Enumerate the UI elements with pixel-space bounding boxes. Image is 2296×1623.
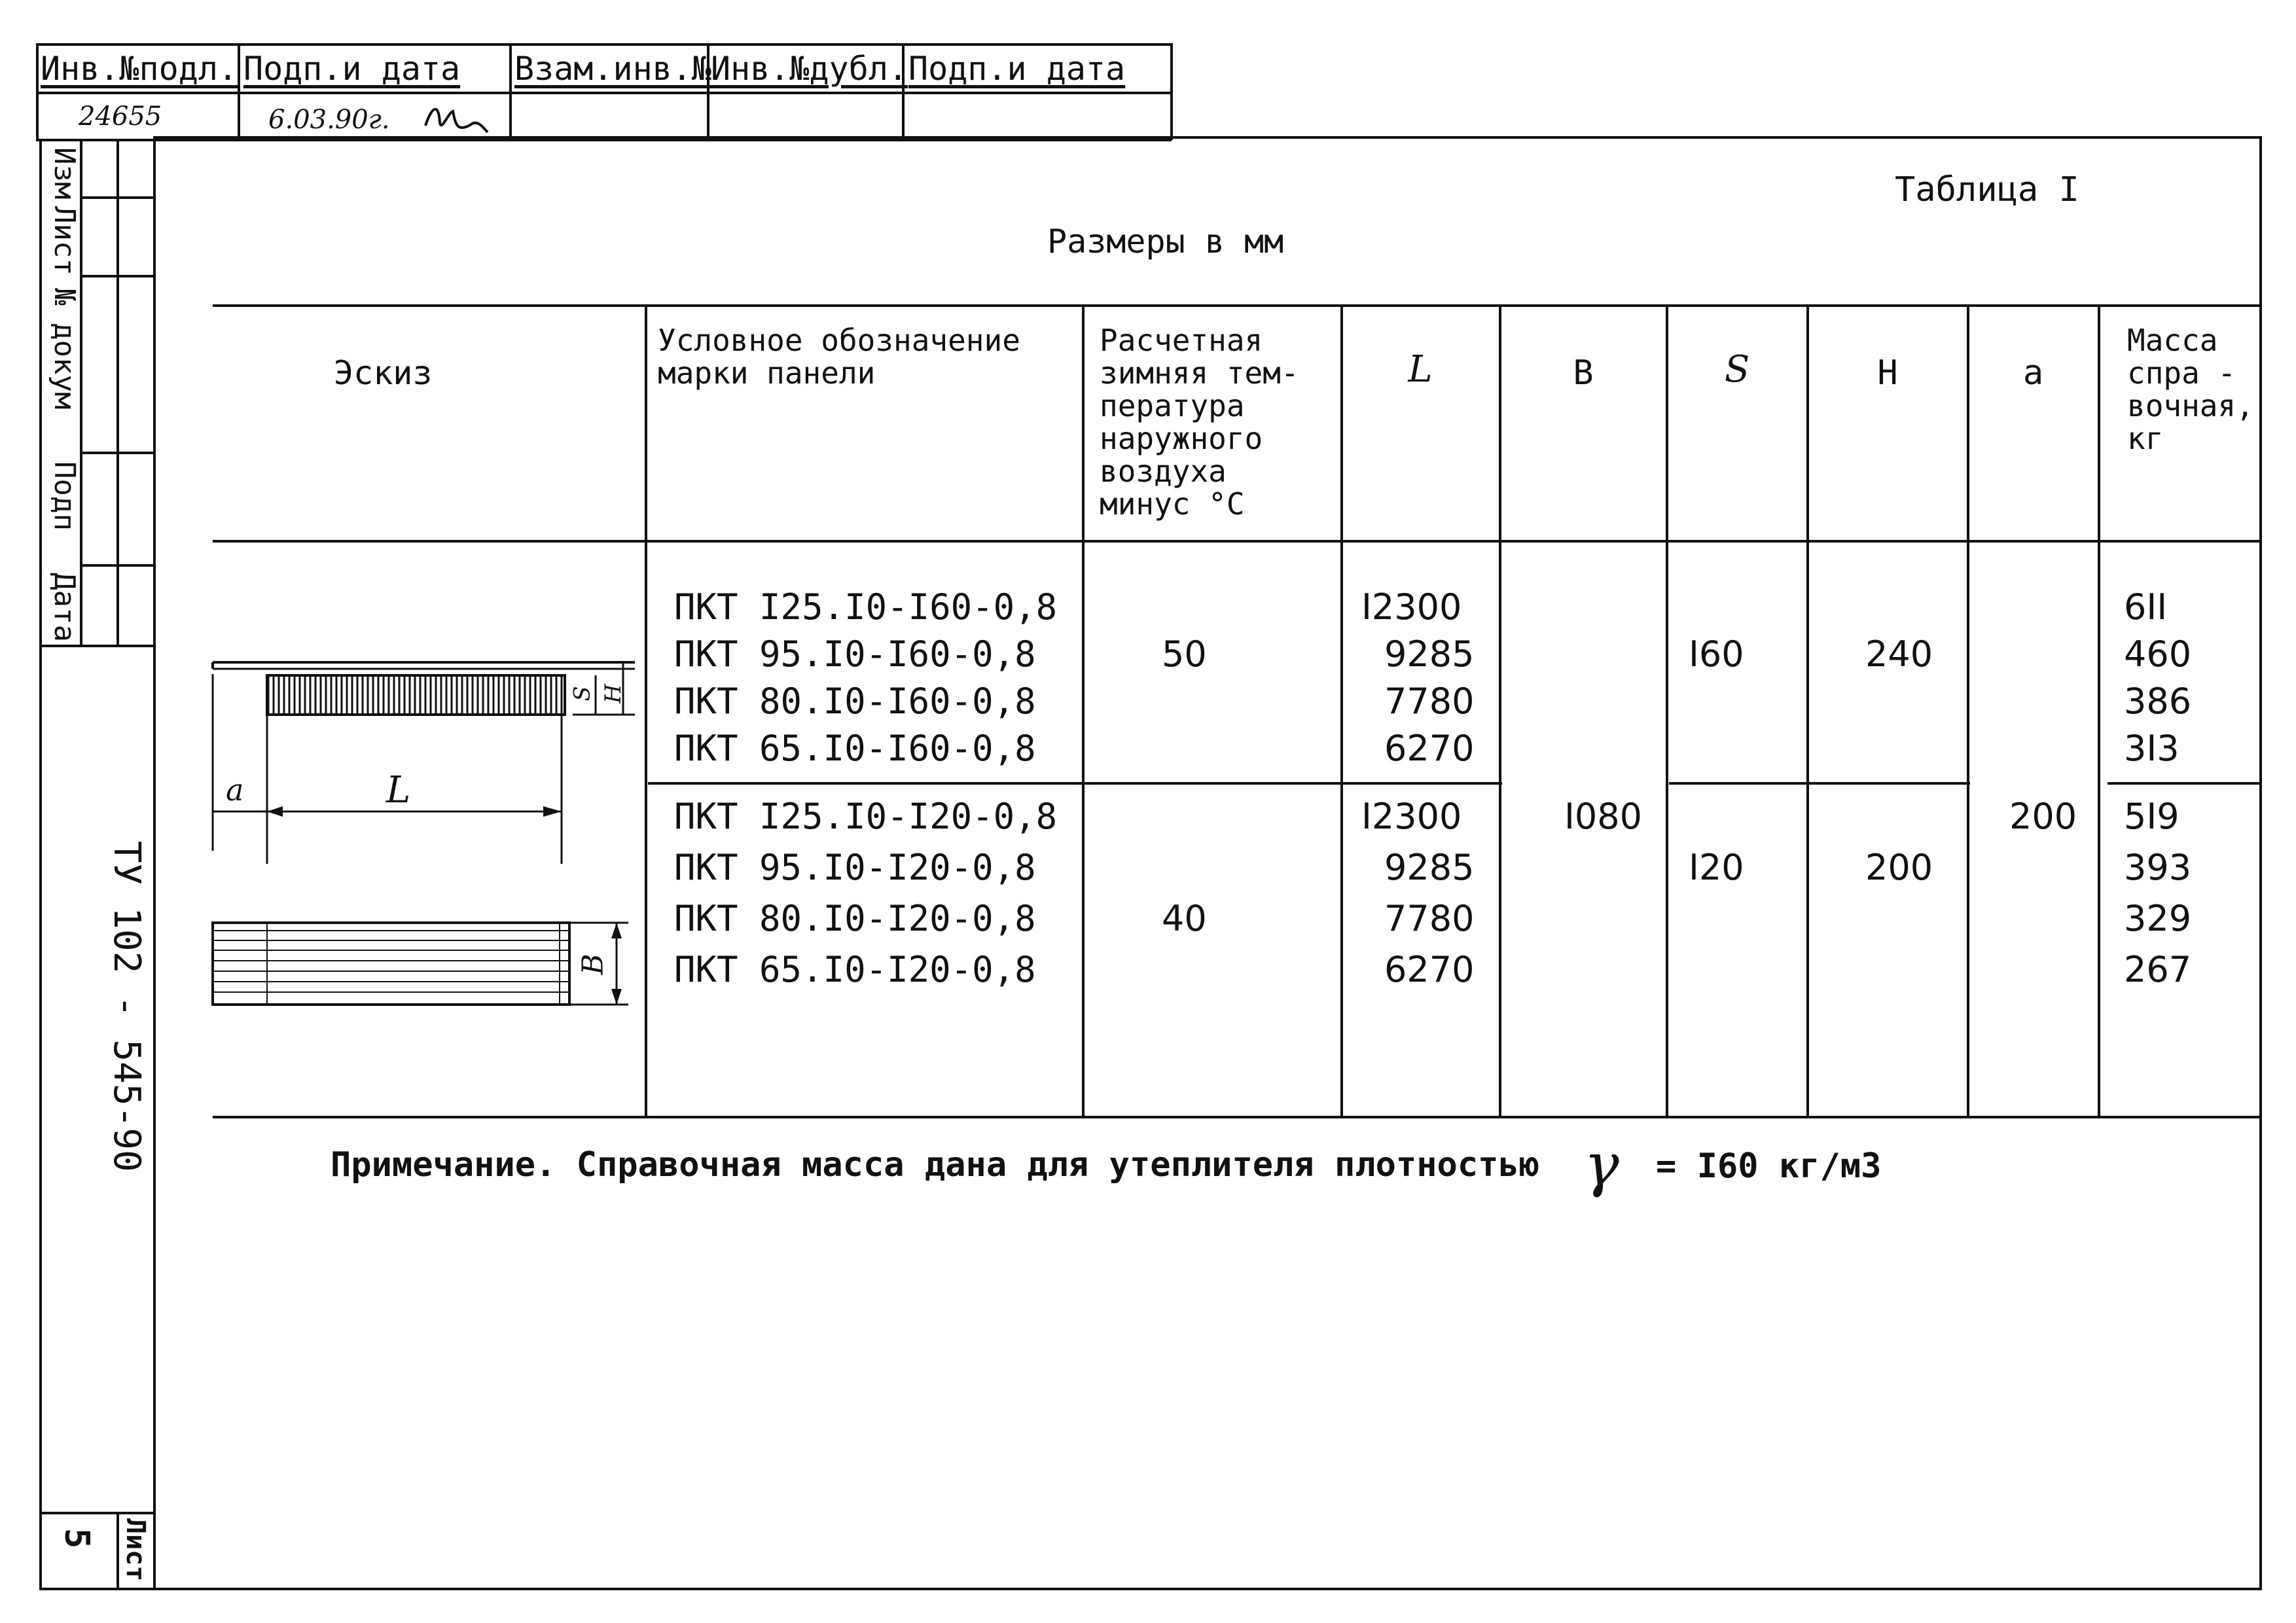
sheet-number: 5 (57, 1528, 96, 1549)
shared-B: I080 (1564, 796, 1642, 837)
table-row-L: 7780 (1384, 681, 1475, 722)
header-L: L (1408, 348, 1433, 391)
table-row-mark: ПКТ 65.I0-I20-0,8 (674, 949, 1036, 990)
table-row-L: 9285 (1384, 847, 1475, 888)
stamp-header-vzam-inv: Взам.инв.№ (514, 50, 712, 88)
table-caption: Таблица I (1895, 170, 2079, 209)
signature (419, 99, 491, 139)
stamp-header-podp-data-2: Подп.и дата (908, 50, 1126, 88)
stamp-header-inv-dubl: Инв.№дубл. (711, 50, 908, 88)
table-row-mass: 393 (2124, 847, 2192, 888)
header-designation: Условное обозначение марки панели (658, 323, 1020, 391)
table-row-mark: ПКТ I25.I0-I60-0,8 (674, 586, 1058, 628)
table-row-mark: ПКТ 95.I0-I20-0,8 (674, 847, 1036, 888)
sketch-label-a: a (226, 772, 244, 808)
shared-a: 200 (2009, 796, 2077, 837)
table-row-L: 6270 (1384, 728, 1475, 769)
header-B: B (1573, 353, 1594, 393)
group2-temperature: 40 (1162, 898, 1207, 939)
group1-temperature: 50 (1162, 633, 1207, 675)
table-row-mark: ПКТ I25.I0-I20-0,8 (674, 796, 1058, 837)
header-H: H (1877, 353, 1898, 393)
header-mass: Масса спра - вочная, кг (2127, 323, 2254, 456)
group2-H: 200 (1865, 847, 1933, 888)
sketch-label-B: B (576, 954, 610, 975)
header-sketch: Эскиз (334, 354, 433, 392)
table-row-mark: ПКТ 80.I0-I60-0,8 (674, 681, 1036, 722)
table-row-L: I2300 (1361, 586, 1462, 628)
table-row-L: 6270 (1384, 949, 1475, 990)
header-a: a (2022, 353, 2044, 393)
stamp-header-inv-podl: Инв.№подл. (41, 50, 238, 88)
side-label-data: Дата (48, 573, 81, 642)
stamp-inv-podl-value: 24655 (79, 101, 162, 132)
side-label-izm: Изм (48, 147, 81, 200)
table-row-mass: 3I3 (2124, 728, 2179, 769)
side-label-podp: Подп (48, 461, 81, 531)
side-label-doc: № докум (48, 288, 81, 410)
stamp-header-podp-data: Подп.и дата (243, 50, 461, 88)
header-S: S (1724, 348, 1750, 391)
sketch-label-S: S (569, 686, 596, 702)
table-row-mass: 267 (2124, 949, 2192, 990)
sheet-label: Лист (120, 1518, 151, 1582)
header-temperature: Расчетная зимняя тем-пература наружного воздуха минус °С (1100, 323, 1299, 522)
table-row-mass: 329 (2124, 898, 2192, 939)
sketch-label-L: L (386, 769, 411, 812)
group1-H: 240 (1865, 633, 1933, 675)
group2-S: I20 (1689, 847, 1744, 888)
table-row-mark: ПКТ 80.I0-I20-0,8 (674, 898, 1036, 939)
table-row-L: 9285 (1384, 633, 1475, 675)
footnote-text: Примечание. Справочная масса дана для утеплителя плотностью (331, 1145, 1540, 1185)
table-row-mark: ПКТ 65.I0-I60-0,8 (674, 728, 1036, 769)
document-code: ТУ 102 - 545-90 (105, 841, 148, 1172)
table-row-mass: 460 (2124, 633, 2192, 675)
table-row-mass: 386 (2124, 681, 2192, 722)
table-row-mass: 5I9 (2124, 796, 2179, 837)
table-row-mark: ПКТ 95.I0-I60-0,8 (674, 633, 1036, 675)
table-row-L: 7780 (1384, 898, 1475, 939)
density-value: = I60 кг/м3 (1656, 1147, 1882, 1186)
table-row-L: I2300 (1361, 796, 1462, 837)
stamp-date-value: 6.03.90г. (268, 105, 390, 135)
density-symbol: γ (1584, 1131, 1619, 1200)
side-label-list: Лист (48, 206, 81, 276)
units-note: Размеры в мм (1047, 223, 1284, 260)
table-row-mass: 6II (2124, 586, 2168, 628)
group1-S: I60 (1689, 633, 1744, 675)
sketch-label-H: H (600, 684, 626, 704)
